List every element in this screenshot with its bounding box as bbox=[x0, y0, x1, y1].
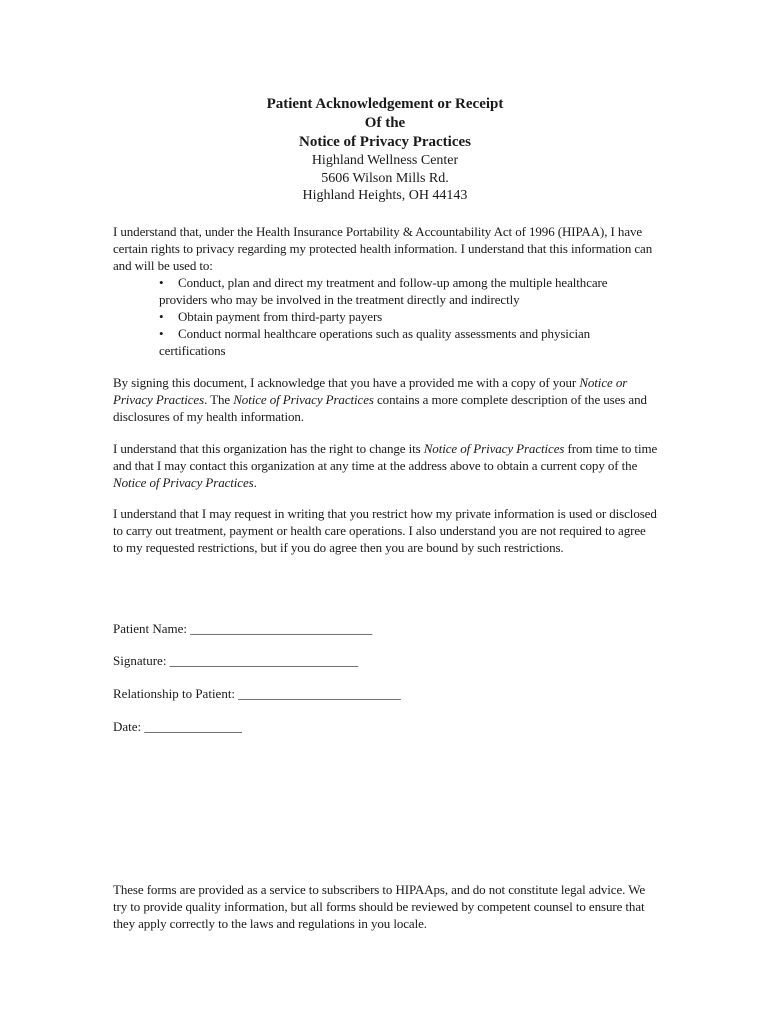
para3-text-2: from time to time and that I may contact this organization at any time at the address above to obtain a current copy of the bbox=[113, 441, 658, 473]
notice-title-italic: Notice of Privacy Practices bbox=[113, 475, 254, 490]
organization-name: Highland Wellness Center bbox=[311, 153, 459, 168]
signature-field[interactable]: Signature: _____________________________ bbox=[113, 653, 359, 668]
bullet-icon: • bbox=[159, 326, 164, 341]
para3-text-3: . bbox=[253, 475, 257, 490]
footer-disclaimer bbox=[113, 881, 658, 932]
acknowledgement-paragraph bbox=[113, 374, 658, 425]
bullet-icon: • bbox=[159, 275, 164, 290]
bullet-icon: • bbox=[159, 309, 164, 324]
changes-paragraph bbox=[113, 440, 658, 491]
notice-title-italic: Notice or Privacy Practices bbox=[113, 375, 628, 407]
list-item bbox=[159, 325, 658, 359]
para2-text-1: By signing this document, I acknowledge that you have a provided me with a copy of your bbox=[113, 375, 580, 390]
intro-paragraph: I understand that, under the Health Insurance Portability & Accountability Act of 1996 (HIPAA), I have certain rights to privacy regarding my protected health information. I understand that this information can and will be used to: bbox=[113, 224, 653, 273]
relationship-field[interactable]: Relationship to Patient: _________________________ bbox=[113, 686, 401, 701]
patient-name-field[interactable]: Patient Name: ____________________________ bbox=[113, 621, 373, 636]
title-line-3: Notice of Privacy Practices bbox=[299, 134, 471, 150]
date-field[interactable]: Date: _______________ bbox=[113, 719, 242, 734]
para2-text-3: contains a more complete description of the uses and disclosures of my health information. bbox=[113, 392, 647, 424]
list-item-text: Obtain payment from third-party payers bbox=[178, 309, 383, 324]
list-item-text: Conduct normal healthcare operations such as quality assessments and physician certifications bbox=[159, 326, 591, 358]
list-item bbox=[159, 308, 658, 325]
address-line-1: 5606 Wilson Mills Rd. bbox=[321, 170, 449, 186]
notice-title-italic: Notice of Privacy Practices bbox=[233, 392, 374, 407]
para3-text-1: I understand that this organization has the right to change its bbox=[113, 441, 424, 456]
document-header bbox=[0, 95, 770, 205]
disclaimer-text: These forms are provided as a service to subscribers to HIPAAps, and do not constitute legal advice. We try to provide quality information, but all forms should be reviewed by competent counsel to ensure that they apply correctly to the laws and regulations in you locale. bbox=[113, 882, 645, 931]
title-line-1: Patient Acknowledgement or Receipt bbox=[266, 96, 504, 112]
intro-section bbox=[113, 223, 658, 359]
title-line-2: Of the bbox=[364, 115, 406, 131]
restriction-paragraph bbox=[113, 505, 658, 556]
list-item bbox=[159, 274, 658, 308]
notice-title-italic: Notice of Privacy Practices bbox=[423, 441, 565, 456]
list-item-text: Conduct, plan and direct my treatment and follow-up among the multiple healthcare providers who may be involved in the treatment directly and indirectly bbox=[159, 275, 608, 307]
usage-list bbox=[113, 274, 658, 359]
address-line-2: Highland Heights, OH 44143 bbox=[302, 188, 468, 203]
para2-text-2: . The bbox=[204, 392, 234, 407]
restriction-text: I understand that I may request in writing that you restrict how my private information is used or disclosed to carry out treatment, payment or health care operations. I also understand you are not required to agree to my requested restrictions, but if you do agree then you are bound by such restrictions. bbox=[113, 506, 657, 555]
